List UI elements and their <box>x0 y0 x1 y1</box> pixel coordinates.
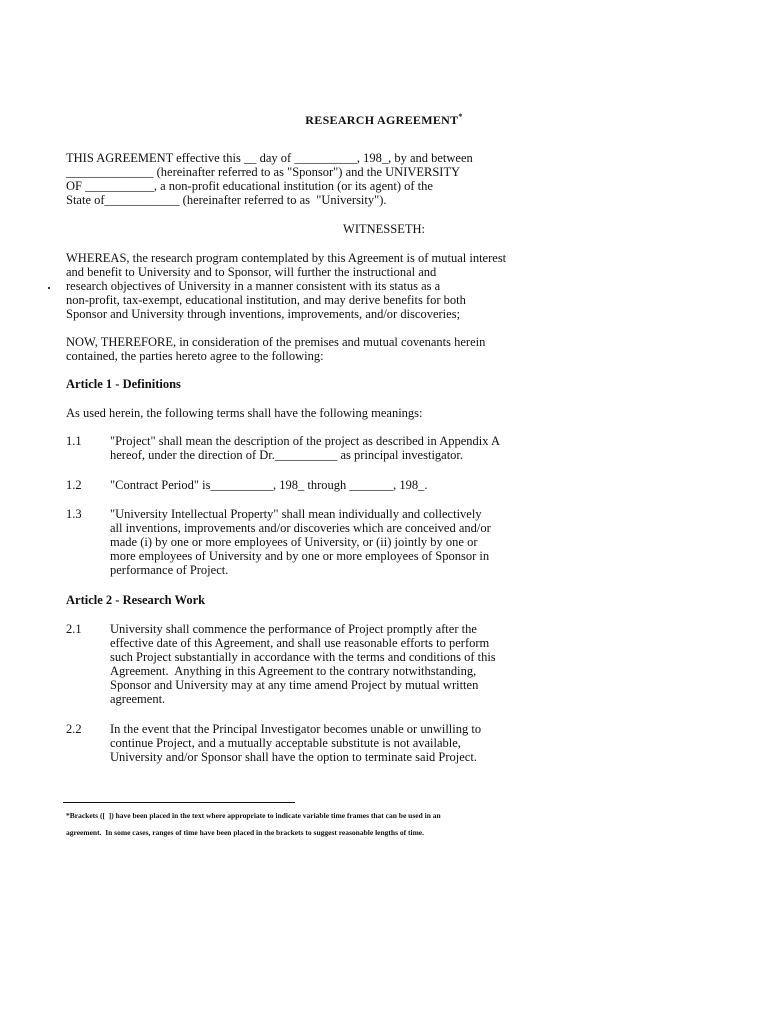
intro-line: ______________ (hereinafter referred to as "Sponsor") and the UNIVERSITY <box>66 165 461 179</box>
clause-1-1 <box>110 434 640 462</box>
clause-line: Agreement. Anything in this Agreement to the contrary notwithstanding, <box>110 664 477 678</box>
whereas-line: non-profit, tax-exempt, educational institution, and may derive benefits for both <box>66 293 466 307</box>
whereas-line: and benefit to University and to Sponsor, will further the instructional and <box>66 265 437 279</box>
clause-line: University and/or Sponsor shall have the option to terminate said Project. <box>110 750 477 764</box>
whereas-line: research objectives of University in a manner consistent with its status as a <box>66 279 441 293</box>
article-1-lead-text: As used herein, the following terms shall have the following meanings: <box>66 406 423 420</box>
article-1-lead <box>66 406 646 420</box>
document-title <box>0 110 768 127</box>
title-text: RESEARCH AGREEMENT <box>305 113 459 127</box>
clause-line: hereof, under the direction of Dr.__________ as principal investigator. <box>110 448 464 462</box>
footnote-line: *Brackets ([ ]) have been placed in the text where appropriate to indicate variable time frames that can be used in an <box>66 811 441 820</box>
intro-line: THIS AGREEMENT effective this __ day of __________, 198_, by and between <box>66 151 473 165</box>
whereas-line: WHEREAS, the research program contemplated by this Agreement is of mutual interest <box>66 251 507 265</box>
clause-line: such Project substantially in accordance with the terms and conditions of this <box>110 650 496 664</box>
clause-2-1 <box>110 622 640 706</box>
now-therefore-line: contained, the parties hereto agree to the following: <box>66 349 324 363</box>
footnote <box>66 809 666 840</box>
article-1-heading <box>66 377 646 391</box>
clause-line: In the event that the Principal Investigator becomes unable or unwilling to <box>110 722 482 736</box>
clause-number: 1.2 <box>66 478 82 492</box>
whereas-line: Sponsor and University through inventions, improvements, and/or discoveries; <box>66 307 461 321</box>
article-2-heading-text: Article 2 - Research Work <box>66 593 206 607</box>
clause-line: performance of Project. <box>110 563 229 577</box>
clause-line: University shall commence the performance of Project promptly after the <box>110 622 477 636</box>
intro-line: State of____________ (hereinafter referred to as "University"). <box>66 193 387 207</box>
now-therefore-line: NOW, THEREFORE, in consideration of the premises and mutual covenants herein <box>66 335 486 349</box>
clause-number: 1.3 <box>66 507 82 521</box>
clause-line: Sponsor and University may at any time amend Project by mutual written <box>110 678 479 692</box>
witnesseth-heading <box>0 222 768 236</box>
clause-2-2 <box>110 722 640 764</box>
intro-line: OF ___________, a non-profit educational institution (or its agent) of the <box>66 179 433 193</box>
now-therefore-paragraph <box>66 335 646 363</box>
clause-line: all inventions, improvements and/or discoveries which are conceived and/or <box>110 521 491 535</box>
clause-line: effective date of this Agreement, and shall use reasonable efforts to perform <box>110 636 490 650</box>
clause-line: agreement. <box>110 692 166 706</box>
clause-line: continue Project, and a mutually acceptable substitute is not available, <box>110 736 461 750</box>
article-1-heading-text: Article 1 - Definitions <box>66 377 181 391</box>
clause-1-2 <box>110 478 640 492</box>
article-2-heading <box>66 593 646 607</box>
clause-number: 2.1 <box>66 622 82 636</box>
clause-line: "Project" shall mean the description of the project as described in Appendix A <box>110 434 500 448</box>
clause-number: 2.2 <box>66 722 82 736</box>
footnote-rule <box>63 802 295 803</box>
clause-1-3 <box>110 507 640 577</box>
footnote-line: agreement. In some cases, ranges of time have been placed in the brackets to suggest reasonable lengths of time. <box>66 828 425 837</box>
witnesseth-text: WITNESSETH: <box>343 222 425 236</box>
clause-number: 1.1 <box>66 434 82 448</box>
clause-line: "Contract Period" is__________, 198_ through _______, 198_. <box>110 478 428 492</box>
clause-line: "University Intellectual Property" shall mean individually and collectively <box>110 507 482 521</box>
footnote-marker: * <box>458 112 463 121</box>
clause-line: made (i) by one or more employees of University, or (ii) jointly by one or <box>110 535 478 549</box>
scan-speck <box>48 287 50 289</box>
whereas-paragraph <box>66 251 666 321</box>
clause-line: more employees of University and by one or more employees of Sponsor in <box>110 549 490 563</box>
intro-paragraph <box>66 151 646 207</box>
